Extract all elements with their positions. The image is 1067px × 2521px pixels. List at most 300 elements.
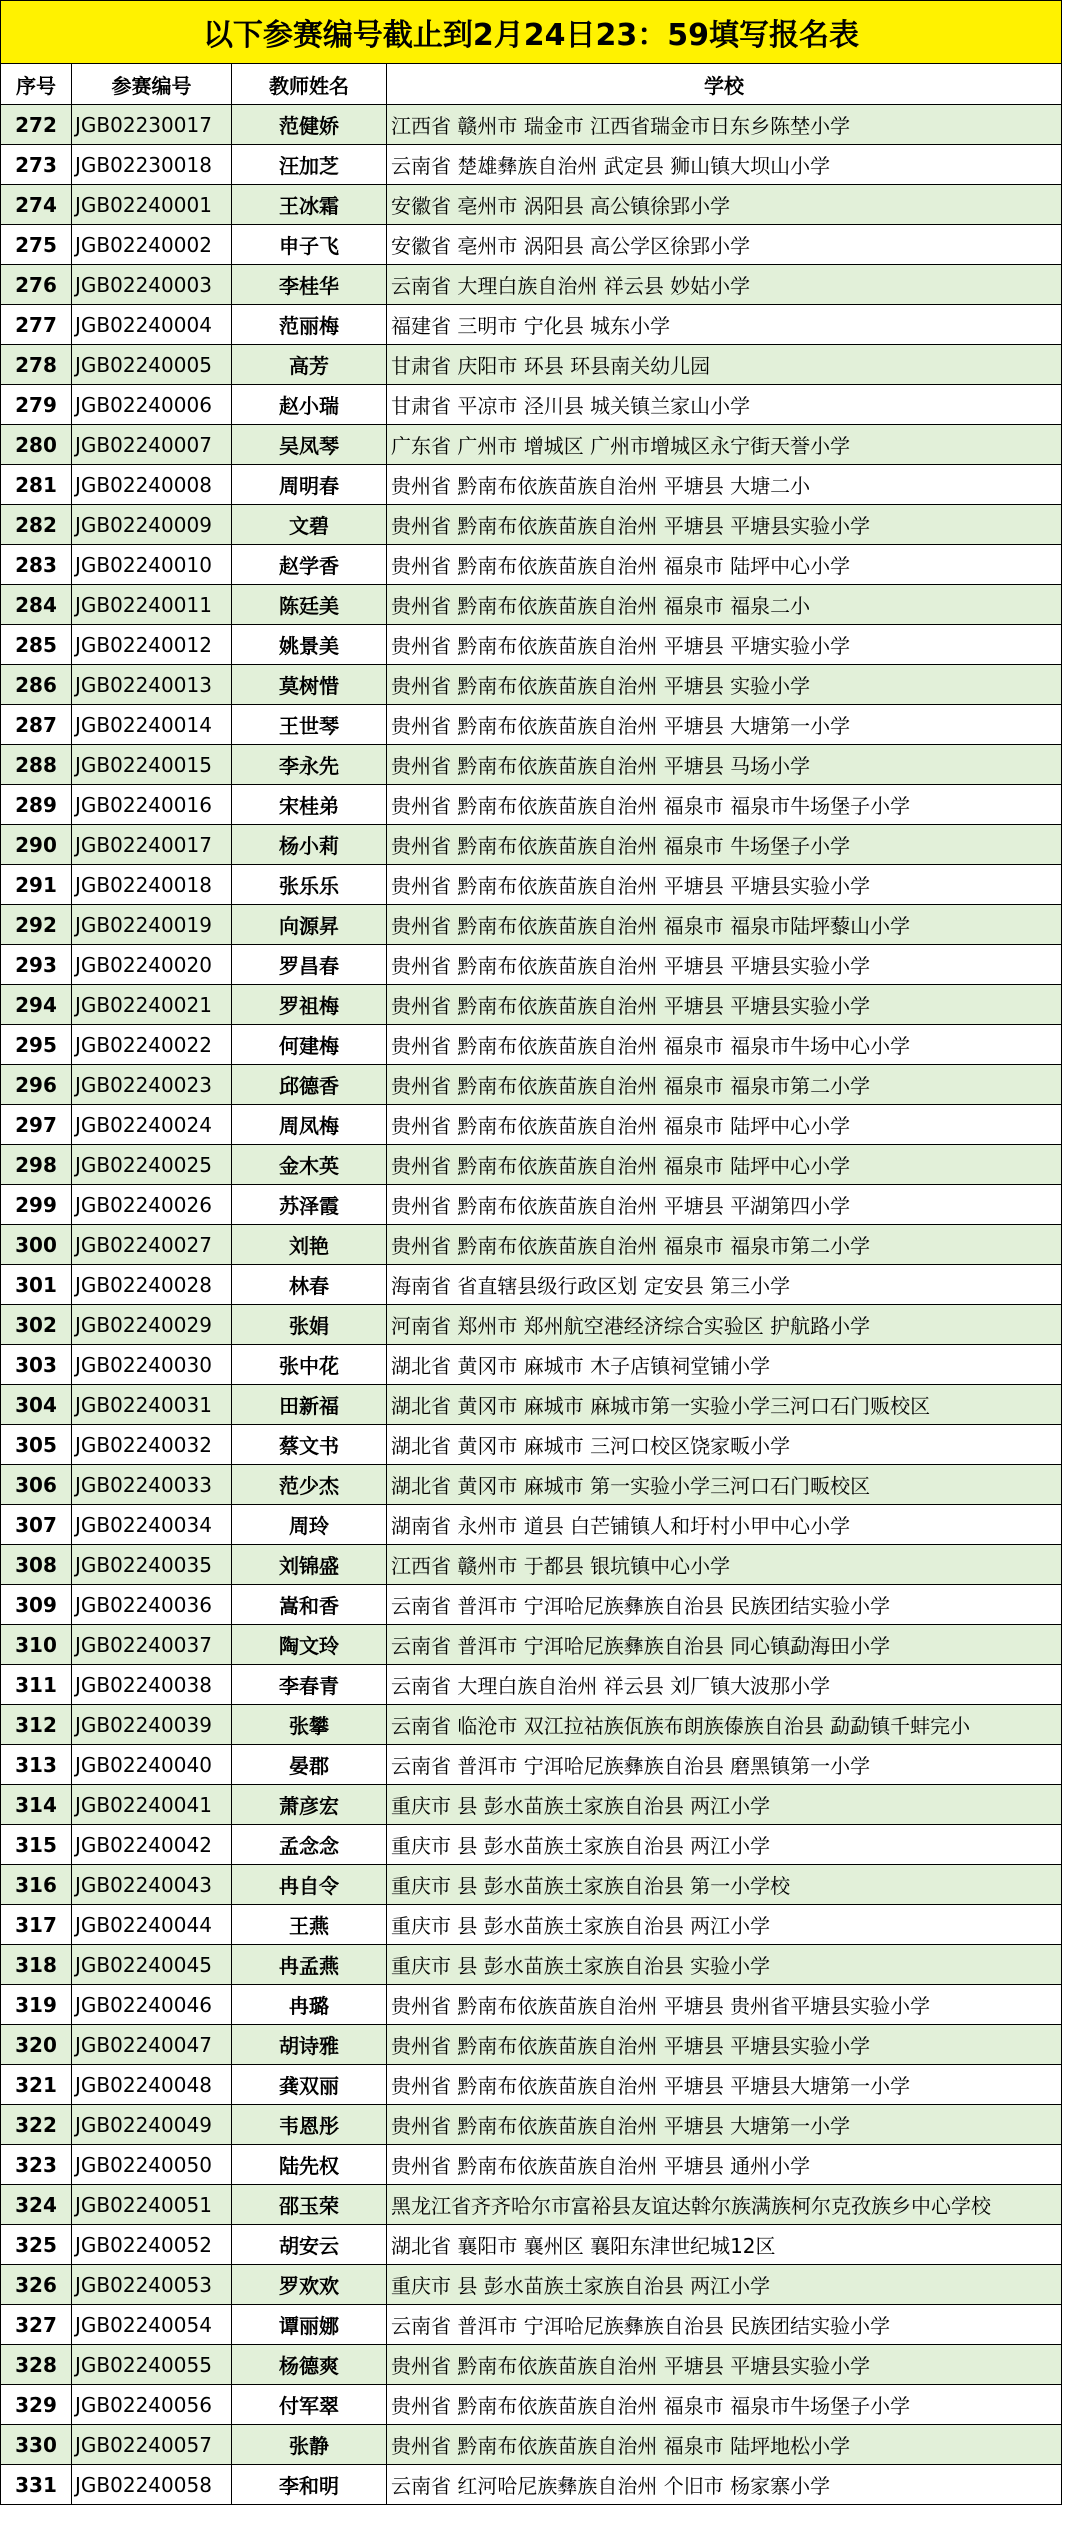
school-cell: 广东省 广州市 增城区 广州市增城区永宁街天誉小学 <box>387 425 1062 465</box>
teacher-name-cell: 邱德香 <box>232 1065 387 1105</box>
entry-code-cell: JGB02240003 <box>72 265 232 305</box>
entry-code-cell: JGB02240024 <box>72 1105 232 1145</box>
teacher-name-cell: 陶文玲 <box>232 1625 387 1665</box>
entry-code-cell: JGB02240055 <box>72 2345 232 2385</box>
entry-code-cell: JGB02240005 <box>72 345 232 385</box>
table-row <box>1 1225 1062 1265</box>
table-row <box>1 1825 1062 1865</box>
serial-number-cell: 290 <box>1 825 72 865</box>
serial-number-cell: 322 <box>1 2105 72 2145</box>
table-row <box>1 2265 1062 2305</box>
serial-number-cell: 292 <box>1 905 72 945</box>
entry-code-cell: JGB02240016 <box>72 785 232 825</box>
table-row <box>1 1345 1062 1385</box>
teacher-name-cell: 冉自令 <box>232 1865 387 1905</box>
serial-number-cell: 316 <box>1 1865 72 1905</box>
teacher-name-cell: 邵玉荣 <box>232 2185 387 2225</box>
teacher-name-cell: 宋桂弟 <box>232 785 387 825</box>
table-row <box>1 2185 1062 2225</box>
school-cell: 贵州省 黔南布依族苗族自治州 平塘县 实验小学 <box>387 665 1062 705</box>
teacher-name-cell: 王冰霜 <box>232 185 387 225</box>
school-cell: 湖南省 永州市 道县 白芒铺镇人和圩村小甲中心小学 <box>387 1505 1062 1545</box>
teacher-name-cell: 莫树惜 <box>232 665 387 705</box>
teacher-name-cell: 汪加芝 <box>232 145 387 185</box>
teacher-name-cell: 金木英 <box>232 1145 387 1185</box>
school-cell: 河南省 郑州市 郑州航空港经济综合实验区 护航路小学 <box>387 1305 1062 1345</box>
serial-number-cell: 328 <box>1 2345 72 2385</box>
serial-number-cell: 313 <box>1 1745 72 1785</box>
school-cell: 贵州省 黔南布依族苗族自治州 平塘县 平湖第四小学 <box>387 1185 1062 1225</box>
school-cell: 贵州省 黔南布依族苗族自治州 福泉市 福泉市牛场堡子小学 <box>387 2385 1062 2425</box>
entry-code-cell: JGB02230017 <box>72 105 232 145</box>
school-cell: 安徽省 亳州市 涡阳县 高公镇徐郢小学 <box>387 185 1062 225</box>
teacher-name-cell: 申子飞 <box>232 225 387 265</box>
table-row <box>1 1305 1062 1345</box>
entry-code-cell: JGB02240047 <box>72 2025 232 2065</box>
school-cell: 云南省 红河哈尼族彝族自治州 个旧市 杨家寨小学 <box>387 2465 1062 2505</box>
table-row <box>1 2145 1062 2185</box>
serial-number-cell: 281 <box>1 465 72 505</box>
serial-number-cell: 282 <box>1 505 72 545</box>
entry-code-cell: JGB02240029 <box>72 1305 232 1345</box>
entry-code-cell: JGB02240031 <box>72 1385 232 1425</box>
entry-code-cell: JGB02240057 <box>72 2425 232 2465</box>
entry-code-cell: JGB02240036 <box>72 1585 232 1625</box>
entry-code-cell: JGB02240039 <box>72 1705 232 1745</box>
school-cell: 贵州省 黔南布依族苗族自治州 福泉市 福泉市陆坪藜山小学 <box>387 905 1062 945</box>
teacher-name-cell: 张娟 <box>232 1305 387 1345</box>
school-cell: 贵州省 黔南布依族苗族自治州 平塘县 平塘县实验小学 <box>387 865 1062 905</box>
school-cell: 贵州省 黔南布依族苗族自治州 福泉市 福泉市牛场堡子小学 <box>387 785 1062 825</box>
school-cell: 贵州省 黔南布依族苗族自治州 平塘县 大塘二小 <box>387 465 1062 505</box>
serial-number-cell: 284 <box>1 585 72 625</box>
school-cell: 云南省 大理白族自治州 祥云县 妙姑小学 <box>387 265 1062 305</box>
entry-code-cell: JGB02240048 <box>72 2065 232 2105</box>
table-row <box>1 1025 1062 1065</box>
table-row <box>1 105 1062 145</box>
serial-number-cell: 326 <box>1 2265 72 2305</box>
entry-code-cell: JGB02240054 <box>72 2305 232 2345</box>
table-row <box>1 2385 1062 2425</box>
teacher-name-cell: 张乐乐 <box>232 865 387 905</box>
entry-code-cell: JGB02240022 <box>72 1025 232 1065</box>
table-row <box>1 1945 1062 1985</box>
serial-number-cell: 331 <box>1 2465 72 2505</box>
serial-number-cell: 321 <box>1 2065 72 2105</box>
teacher-name-cell: 冉孟燕 <box>232 1945 387 1985</box>
header-serial-number: 序号 <box>1 64 72 105</box>
school-cell: 湖北省 黄冈市 麻城市 麻城市第一实验小学三河口石门贩校区 <box>387 1385 1062 1425</box>
school-cell: 贵州省 黔南布依族苗族自治州 福泉市 福泉市牛场中心小学 <box>387 1025 1062 1065</box>
table-row <box>1 145 1062 185</box>
school-cell: 贵州省 黔南布依族苗族自治州 平塘县 平塘县大塘第一小学 <box>387 2065 1062 2105</box>
school-cell: 贵州省 黔南布依族苗族自治州 平塘县 平塘县实验小学 <box>387 2025 1062 2065</box>
teacher-name-cell: 李桂华 <box>232 265 387 305</box>
serial-number-cell: 303 <box>1 1345 72 1385</box>
school-cell: 贵州省 黔南布依族苗族自治州 平塘县 平塘县实验小学 <box>387 505 1062 545</box>
entry-code-cell: JGB02240042 <box>72 1825 232 1865</box>
entry-code-cell: JGB02240028 <box>72 1265 232 1305</box>
header-entry-code: 参赛编号 <box>72 64 232 105</box>
school-cell: 贵州省 黔南布依族苗族自治州 福泉市 福泉二小 <box>387 585 1062 625</box>
entry-code-cell: JGB02240050 <box>72 2145 232 2185</box>
school-cell: 安徽省 亳州市 涡阳县 高公学区徐郢小学 <box>387 225 1062 265</box>
teacher-name-cell: 谭丽娜 <box>232 2305 387 2345</box>
school-cell: 贵州省 黔南布依族苗族自治州 平塘县 通州小学 <box>387 2145 1062 2185</box>
teacher-name-cell: 苏泽霞 <box>232 1185 387 1225</box>
school-cell: 湖北省 黄冈市 麻城市 木子店镇祠堂铺小学 <box>387 1345 1062 1385</box>
school-cell: 湖北省 黄冈市 麻城市 三河口校区饶家畈小学 <box>387 1425 1062 1465</box>
serial-number-cell: 295 <box>1 1025 72 1065</box>
entry-code-cell: JGB02240010 <box>72 545 232 585</box>
table-row <box>1 1905 1062 1945</box>
entry-code-cell: JGB02240019 <box>72 905 232 945</box>
table-row <box>1 1425 1062 1465</box>
entry-code-cell: JGB02240040 <box>72 1745 232 1785</box>
table-row <box>1 545 1062 585</box>
serial-number-cell: 325 <box>1 2225 72 2265</box>
table-row <box>1 1185 1062 1225</box>
table-row <box>1 1745 1062 1785</box>
entry-code-cell: JGB02240038 <box>72 1665 232 1705</box>
school-cell: 重庆市 县 彭水苗族土家族自治县 实验小学 <box>387 1945 1062 1985</box>
table-row <box>1 505 1062 545</box>
entry-code-cell: JGB02240012 <box>72 625 232 665</box>
serial-number-cell: 315 <box>1 1825 72 1865</box>
entry-code-cell: JGB02240053 <box>72 2265 232 2305</box>
serial-number-cell: 318 <box>1 1945 72 1985</box>
table-row <box>1 785 1062 825</box>
teacher-name-cell: 嵩和香 <box>232 1585 387 1625</box>
school-cell: 贵州省 黔南布依族苗族自治州 福泉市 陆坪中心小学 <box>387 545 1062 585</box>
serial-number-cell: 311 <box>1 1665 72 1705</box>
teacher-name-cell: 胡诗雅 <box>232 2025 387 2065</box>
table-row <box>1 305 1062 345</box>
serial-number-cell: 285 <box>1 625 72 665</box>
school-cell: 甘肃省 平凉市 泾川县 城关镇兰家山小学 <box>387 385 1062 425</box>
serial-number-cell: 304 <box>1 1385 72 1425</box>
school-cell: 云南省 临沧市 双江拉祜族佤族布朗族傣族自治县 勐勐镇千蚌完小 <box>387 1705 1062 1745</box>
entry-code-cell: JGB02240017 <box>72 825 232 865</box>
serial-number-cell: 314 <box>1 1785 72 1825</box>
table-row <box>1 625 1062 665</box>
table-row <box>1 1865 1062 1905</box>
teacher-name-cell: 罗欢欢 <box>232 2265 387 2305</box>
serial-number-cell: 319 <box>1 1985 72 2025</box>
school-cell: 湖北省 襄阳市 襄州区 襄阳东津世纪城12区 <box>387 2225 1062 2265</box>
school-cell: 贵州省 黔南布依族苗族自治州 福泉市 陆坪中心小学 <box>387 1105 1062 1145</box>
entry-code-cell: JGB02240007 <box>72 425 232 465</box>
table-row <box>1 425 1062 465</box>
header-teacher-name: 教师姓名 <box>232 64 387 105</box>
teacher-name-cell: 文碧 <box>232 505 387 545</box>
table-title: 以下参赛编号截止到2月24日23：59填写报名表 <box>1 1 1062 64</box>
entry-code-cell: JGB02240014 <box>72 705 232 745</box>
school-cell: 云南省 普洱市 宁洱哈尼族彝族自治县 民族团结实验小学 <box>387 1585 1062 1625</box>
table-row <box>1 585 1062 625</box>
entry-code-cell: JGB02240044 <box>72 1905 232 1945</box>
school-cell: 湖北省 黄冈市 麻城市 第一实验小学三河口石门畈校区 <box>387 1465 1062 1505</box>
entry-code-cell: JGB02230018 <box>72 145 232 185</box>
entry-code-cell: JGB02240034 <box>72 1505 232 1545</box>
serial-number-cell: 293 <box>1 945 72 985</box>
school-cell: 贵州省 黔南布依族苗族自治州 平塘县 大塘第一小学 <box>387 705 1062 745</box>
entry-code-cell: JGB02240023 <box>72 1065 232 1105</box>
table-row <box>1 1985 1062 2025</box>
serial-number-cell: 309 <box>1 1585 72 1625</box>
serial-number-cell: 272 <box>1 105 72 145</box>
teacher-name-cell: 韦恩彤 <box>232 2105 387 2145</box>
table-row <box>1 825 1062 865</box>
school-cell: 云南省 普洱市 宁洱哈尼族彝族自治县 磨黑镇第一小学 <box>387 1745 1062 1785</box>
school-cell: 贵州省 黔南布依族苗族自治州 平塘县 平塘县实验小学 <box>387 945 1062 985</box>
serial-number-cell: 294 <box>1 985 72 1025</box>
table-row <box>1 2465 1062 2505</box>
teacher-name-cell: 李和明 <box>232 2465 387 2505</box>
serial-number-cell: 302 <box>1 1305 72 1345</box>
entry-code-cell: JGB02240033 <box>72 1465 232 1505</box>
table-row <box>1 385 1062 425</box>
teacher-name-cell: 范少杰 <box>232 1465 387 1505</box>
teacher-name-cell: 胡安云 <box>232 2225 387 2265</box>
serial-number-cell: 306 <box>1 1465 72 1505</box>
serial-number-cell: 300 <box>1 1225 72 1265</box>
teacher-name-cell: 陆先权 <box>232 2145 387 2185</box>
entry-code-cell: JGB02240041 <box>72 1785 232 1825</box>
teacher-name-cell: 张攀 <box>232 1705 387 1745</box>
school-cell: 贵州省 黔南布依族苗族自治州 平塘县 平塘县实验小学 <box>387 2345 1062 2385</box>
teacher-name-cell: 张静 <box>232 2425 387 2465</box>
teacher-name-cell: 龚双丽 <box>232 2065 387 2105</box>
entry-code-cell: JGB02240008 <box>72 465 232 505</box>
teacher-name-cell: 吴凤琴 <box>232 425 387 465</box>
entry-code-cell: JGB02240032 <box>72 1425 232 1465</box>
entry-code-cell: JGB02240004 <box>72 305 232 345</box>
school-cell: 重庆市 县 彭水苗族土家族自治县 两江小学 <box>387 1905 1062 1945</box>
teacher-name-cell: 孟念念 <box>232 1825 387 1865</box>
school-cell: 贵州省 黔南布依族苗族自治州 平塘县 平塘实验小学 <box>387 625 1062 665</box>
table-row <box>1 1145 1062 1185</box>
serial-number-cell: 327 <box>1 2305 72 2345</box>
teacher-name-cell: 付军翠 <box>232 2385 387 2425</box>
school-cell: 云南省 普洱市 宁洱哈尼族彝族自治县 民族团结实验小学 <box>387 2305 1062 2345</box>
serial-number-cell: 297 <box>1 1105 72 1145</box>
school-cell: 甘肃省 庆阳市 环县 环县南关幼儿园 <box>387 345 1062 385</box>
table-row <box>1 1705 1062 1745</box>
teacher-name-cell: 林春 <box>232 1265 387 1305</box>
school-cell: 江西省 赣州市 于都县 银坑镇中心小学 <box>387 1545 1062 1585</box>
school-cell: 贵州省 黔南布依族苗族自治州 平塘县 贵州省平塘县实验小学 <box>387 1985 1062 2025</box>
table-row <box>1 2065 1062 2105</box>
school-cell: 贵州省 黔南布依族苗族自治州 平塘县 平塘县实验小学 <box>387 985 1062 1025</box>
teacher-name-cell: 杨小莉 <box>232 825 387 865</box>
serial-number-cell: 279 <box>1 385 72 425</box>
serial-number-cell: 296 <box>1 1065 72 1105</box>
teacher-name-cell: 向源昇 <box>232 905 387 945</box>
table-row <box>1 465 1062 505</box>
entry-code-cell: JGB02240049 <box>72 2105 232 2145</box>
table-row <box>1 185 1062 225</box>
entry-code-cell: JGB02240018 <box>72 865 232 905</box>
serial-number-cell: 291 <box>1 865 72 905</box>
entry-code-cell: JGB02240056 <box>72 2385 232 2425</box>
table-row <box>1 1585 1062 1625</box>
entry-code-cell: JGB02240009 <box>72 505 232 545</box>
serial-number-cell: 299 <box>1 1185 72 1225</box>
teacher-name-cell: 刘艳 <box>232 1225 387 1265</box>
teacher-name-cell: 罗祖梅 <box>232 985 387 1025</box>
entry-code-cell: JGB02240051 <box>72 2185 232 2225</box>
teacher-name-cell: 周凤梅 <box>232 1105 387 1145</box>
table-row <box>1 705 1062 745</box>
teacher-name-cell: 王燕 <box>232 1905 387 1945</box>
table-row <box>1 1105 1062 1145</box>
teacher-name-cell: 萧彦宏 <box>232 1785 387 1825</box>
entry-code-cell: JGB02240035 <box>72 1545 232 1585</box>
teacher-name-cell: 赵学香 <box>232 545 387 585</box>
serial-number-cell: 305 <box>1 1425 72 1465</box>
serial-number-cell: 276 <box>1 265 72 305</box>
table-row <box>1 1785 1062 1825</box>
teacher-name-cell: 赵小瑞 <box>232 385 387 425</box>
table-row <box>1 2345 1062 2385</box>
entry-code-cell: JGB02240015 <box>72 745 232 785</box>
teacher-name-cell: 高芳 <box>232 345 387 385</box>
teacher-name-cell: 范丽梅 <box>232 305 387 345</box>
school-cell: 福建省 三明市 宁化县 城东小学 <box>387 305 1062 345</box>
serial-number-cell: 317 <box>1 1905 72 1945</box>
serial-number-cell: 323 <box>1 2145 72 2185</box>
teacher-name-cell: 田新福 <box>232 1385 387 1425</box>
table-row <box>1 1625 1062 1665</box>
school-cell: 贵州省 黔南布依族苗族自治州 福泉市 陆坪地松小学 <box>387 2425 1062 2465</box>
table-row <box>1 945 1062 985</box>
table-row <box>1 905 1062 945</box>
table-row <box>1 225 1062 265</box>
school-cell: 云南省 大理白族自治州 祥云县 刘厂镇大波那小学 <box>387 1665 1062 1705</box>
teacher-name-cell: 李春青 <box>232 1665 387 1705</box>
entry-code-cell: JGB02240058 <box>72 2465 232 2505</box>
entry-code-cell: JGB02240002 <box>72 225 232 265</box>
school-cell: 重庆市 县 彭水苗族土家族自治县 第一小学校 <box>387 1865 1062 1905</box>
teacher-name-cell: 周玲 <box>232 1505 387 1545</box>
table-row <box>1 1505 1062 1545</box>
entry-code-cell: JGB02240043 <box>72 1865 232 1905</box>
school-cell: 云南省 楚雄彝族自治州 武定县 狮山镇大坝山小学 <box>387 145 1062 185</box>
teacher-name-cell: 罗昌春 <box>232 945 387 985</box>
table-row <box>1 1465 1062 1505</box>
serial-number-cell: 289 <box>1 785 72 825</box>
entry-code-cell: JGB02240021 <box>72 985 232 1025</box>
entry-code-cell: JGB02240013 <box>72 665 232 705</box>
school-cell: 贵州省 黔南布依族苗族自治州 平塘县 马场小学 <box>387 745 1062 785</box>
table-body <box>1 105 1062 2505</box>
entry-code-cell: JGB02240037 <box>72 1625 232 1665</box>
serial-number-cell: 310 <box>1 1625 72 1665</box>
entry-code-cell: JGB02240027 <box>72 1225 232 1265</box>
teacher-name-cell: 晏郡 <box>232 1745 387 1785</box>
table-row <box>1 745 1062 785</box>
table-row <box>1 1545 1062 1585</box>
school-cell: 云南省 普洱市 宁洱哈尼族彝族自治县 同心镇勐海田小学 <box>387 1625 1062 1665</box>
table-row <box>1 345 1062 385</box>
entry-code-cell: JGB02240030 <box>72 1345 232 1385</box>
school-cell: 贵州省 黔南布依族苗族自治州 福泉市 陆坪中心小学 <box>387 1145 1062 1185</box>
teacher-name-cell: 蔡文书 <box>232 1425 387 1465</box>
table-row <box>1 1665 1062 1705</box>
table-row <box>1 2425 1062 2465</box>
header-row <box>1 64 1062 105</box>
serial-number-cell: 275 <box>1 225 72 265</box>
serial-number-cell: 298 <box>1 1145 72 1185</box>
entry-code-cell: JGB02240011 <box>72 585 232 625</box>
teacher-name-cell: 姚景美 <box>232 625 387 665</box>
serial-number-cell: 320 <box>1 2025 72 2065</box>
teacher-name-cell: 范健娇 <box>232 105 387 145</box>
serial-number-cell: 287 <box>1 705 72 745</box>
serial-number-cell: 280 <box>1 425 72 465</box>
school-cell: 江西省 赣州市 瑞金市 江西省瑞金市日东乡陈埜小学 <box>387 105 1062 145</box>
entry-code-cell: JGB02240001 <box>72 185 232 225</box>
serial-number-cell: 301 <box>1 1265 72 1305</box>
school-cell: 重庆市 县 彭水苗族土家族自治县 两江小学 <box>387 1825 1062 1865</box>
entry-code-cell: JGB02240046 <box>72 1985 232 2025</box>
table-row <box>1 985 1062 1025</box>
entry-code-cell: JGB02240045 <box>72 1945 232 1985</box>
serial-number-cell: 312 <box>1 1705 72 1745</box>
serial-number-cell: 277 <box>1 305 72 345</box>
school-cell: 海南省 省直辖县级行政区划 定安县 第三小学 <box>387 1265 1062 1305</box>
table-row <box>1 1065 1062 1105</box>
table-row <box>1 1385 1062 1425</box>
table-row <box>1 2025 1062 2065</box>
entry-code-cell: JGB02240006 <box>72 385 232 425</box>
table-row <box>1 2305 1062 2345</box>
school-cell: 黑龙江省齐齐哈尔市富裕县友谊达斡尔族满族柯尔克孜族乡中心学校 <box>387 2185 1062 2225</box>
teacher-name-cell: 刘锦盛 <box>232 1545 387 1585</box>
serial-number-cell: 330 <box>1 2425 72 2465</box>
table-row <box>1 1265 1062 1305</box>
table-row <box>1 865 1062 905</box>
teacher-name-cell: 杨德爽 <box>232 2345 387 2385</box>
teacher-name-cell: 冉璐 <box>232 1985 387 2025</box>
school-cell: 重庆市 县 彭水苗族土家族自治县 两江小学 <box>387 2265 1062 2305</box>
teacher-name-cell: 何建梅 <box>232 1025 387 1065</box>
entry-code-cell: JGB02240052 <box>72 2225 232 2265</box>
school-cell: 贵州省 黔南布依族苗族自治州 福泉市 福泉市第二小学 <box>387 1225 1062 1265</box>
teacher-name-cell: 王世琴 <box>232 705 387 745</box>
serial-number-cell: 286 <box>1 665 72 705</box>
header-school: 学校 <box>387 64 1062 105</box>
serial-number-cell: 307 <box>1 1505 72 1545</box>
school-cell: 贵州省 黔南布依族苗族自治州 福泉市 牛场堡子小学 <box>387 825 1062 865</box>
serial-number-cell: 308 <box>1 1545 72 1585</box>
serial-number-cell: 273 <box>1 145 72 185</box>
table-row <box>1 2225 1062 2265</box>
serial-number-cell: 329 <box>1 2385 72 2425</box>
teacher-name-cell: 张中花 <box>232 1345 387 1385</box>
table-row <box>1 265 1062 305</box>
entry-code-cell: JGB02240026 <box>72 1185 232 1225</box>
table-row <box>1 2105 1062 2145</box>
teacher-name-cell: 陈廷美 <box>232 585 387 625</box>
entry-code-cell: JGB02240025 <box>72 1145 232 1185</box>
serial-number-cell: 288 <box>1 745 72 785</box>
serial-number-cell: 274 <box>1 185 72 225</box>
school-cell: 重庆市 县 彭水苗族土家族自治县 两江小学 <box>387 1785 1062 1825</box>
serial-number-cell: 278 <box>1 345 72 385</box>
school-cell: 贵州省 黔南布依族苗族自治州 福泉市 福泉市第二小学 <box>387 1065 1062 1105</box>
